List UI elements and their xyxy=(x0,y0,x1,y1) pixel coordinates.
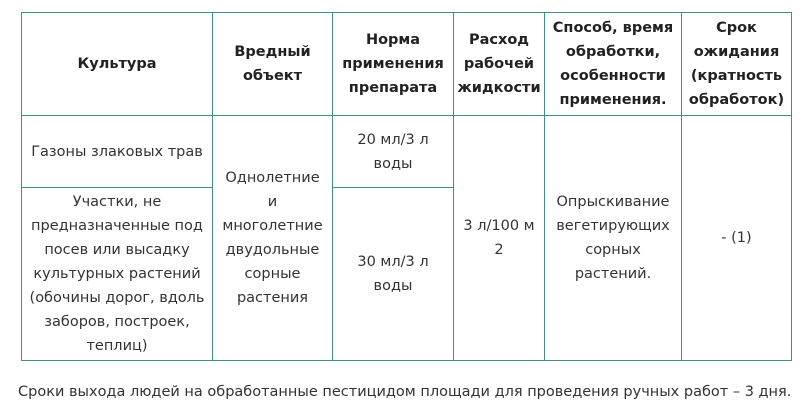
header-fluid: Расход рабочей жидкости xyxy=(454,13,545,116)
cell-method: Опрыскивание вегетирующих сорных растений. xyxy=(545,116,682,361)
header-pest: Вредный объект xyxy=(213,13,333,116)
reentry-footnote: Сроки выхода людей на обработанные пестицидом площади для проведения ручных работ – 3 дня. xyxy=(18,384,792,400)
cell-culture-lawns: Газоны злаковых трав xyxy=(22,116,213,188)
header-rate: Норма применения препарата xyxy=(333,13,454,116)
cell-waiting: - (1) xyxy=(682,116,792,361)
table-row xyxy=(22,116,792,188)
header-waiting: Срок ожидания (кратность обработок) xyxy=(682,13,792,116)
table-header-row xyxy=(22,13,792,116)
cell-culture-uncultivated: Участки, не предназначенные под посев или высадку культурных растений (обочины дорог, вдоль заборов, построек, теплиц) xyxy=(22,188,213,361)
pesticide-application-table xyxy=(21,12,792,361)
cell-pest: Однолетние и многолетние двудольные сорные растения xyxy=(213,116,333,361)
pesticide-table-container xyxy=(21,12,792,361)
cell-rate-uncultivated: 30 мл/3 л воды xyxy=(333,188,454,361)
header-method: Способ, время обработки, особенности применения. xyxy=(545,13,682,116)
cell-rate-lawns: 20 мл/3 л воды xyxy=(333,116,454,188)
header-culture: Культура xyxy=(22,13,213,116)
cell-fluid: 3 л/100 м 2 xyxy=(454,116,545,361)
